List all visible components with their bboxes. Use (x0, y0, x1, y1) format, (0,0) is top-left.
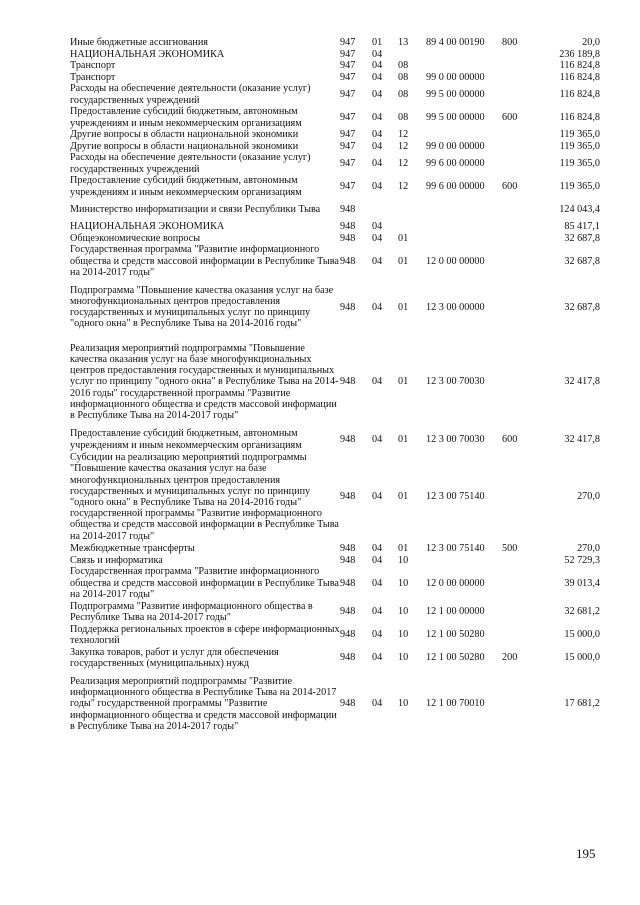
row-target-article: 99 5 00 00000 (426, 111, 485, 123)
row-section-code: 04 (372, 433, 383, 445)
row-name: Реализация мероприятий подпрограммы "Повышение качества оказания услуг на базе многофункциональных центров предоставления государственных и муниципальных услуг по принципу "одного окна" в Республике Тыва на 2014-2016 годы" государственной программы "Развитие информационного общества и средств массовой информации в Республике Тыва на 2014-2017 годы" (70, 342, 339, 421)
table-row (70, 106, 600, 129)
row-subsection-code: 12 (398, 129, 409, 141)
row-section-code: 04 (372, 255, 383, 267)
row-subsection-code: 08 (398, 71, 409, 83)
row-ministry-code: 948 (340, 433, 356, 445)
row-section-code: 04 (372, 129, 383, 141)
row-expense-type: 600 (502, 111, 518, 123)
row-ministry-code: 948 (340, 652, 356, 664)
row-target-article: 12 1 00 50280 (426, 629, 485, 641)
row-ministry-code: 948 (340, 232, 356, 244)
row-ministry-code: 948 (340, 554, 356, 566)
row-target-article: 12 1 00 50280 (426, 652, 485, 664)
row-section-code: 04 (372, 577, 383, 589)
row-ministry-code: 947 (340, 37, 356, 49)
row-amount: 32 417,8 (564, 433, 600, 445)
row-amount: 236 189,8 (559, 48, 600, 60)
row-target-article: 99 6 00 00000 (426, 157, 485, 169)
row-amount: 52 729,3 (564, 554, 600, 566)
row-amount: 32 687,8 (564, 301, 600, 313)
row-target-article: 12 3 00 70030 (426, 433, 485, 445)
row-ministry-code: 947 (340, 48, 356, 60)
row-subsection-code: 10 (398, 698, 409, 710)
row-name: Связь и информатика (70, 554, 163, 566)
row-subsection-code: 12 (398, 140, 409, 152)
row-expense-type (502, 221, 538, 233)
row-amount: 124 043,4 (559, 203, 600, 215)
row-name: Транспорт (70, 60, 116, 72)
row-ministry-code: 948 (340, 255, 356, 267)
row-target-article: 99 6 00 00000 (426, 180, 485, 192)
row-expense-type: 200 (502, 652, 518, 664)
row-expense-type (502, 198, 538, 221)
row-subsection-code: 08 (398, 111, 409, 123)
row-name: Предоставление субсидий бюджетным, автономным учреждениям и иным некоммерческим организациям (70, 106, 302, 129)
row-amount: 20,0 (582, 37, 600, 49)
row-name: Расходы на обеспечение деятельности (оказание услуг) государственных учреждений (70, 83, 311, 106)
row-section-code: 04 (372, 221, 383, 233)
row-target-article (426, 49, 502, 61)
row-ministry-code: 947 (340, 129, 356, 141)
table-row (70, 83, 600, 106)
row-name: Другие вопросы в области национальной экономики (70, 140, 299, 152)
row-name: Общеэкономические вопросы (70, 232, 201, 244)
table-row (70, 566, 600, 601)
row-name: НАЦИОНАЛЬНАЯ ЭКОНОМИКА (70, 221, 225, 233)
row-ministry-code: 947 (340, 157, 356, 169)
row-target-article (426, 221, 502, 233)
row-name: Подпрограмма "Повышение качества оказания услуг на базе многофункциональных центров предоставления государственных и муниципальных услуг по принципу "одного окна" в Республике Тыва на 2014-2016 годы" (70, 284, 334, 330)
row-subsection-code: 01 (398, 433, 409, 445)
row-expense-type (502, 83, 538, 106)
row-section-code: 04 (372, 376, 383, 388)
table-row (70, 221, 600, 233)
row-amount: 32 417,8 (564, 376, 600, 388)
table-row (70, 72, 600, 84)
row-amount: 17 681,2 (564, 698, 600, 710)
row-expense-type (502, 141, 538, 153)
row-amount: 116 824,8 (559, 71, 600, 83)
row-expense-type: 600 (502, 433, 518, 445)
row-target-article (426, 555, 502, 567)
row-name: Государственная программа "Развитие информационного общества и средств массовой информации в Республике Тыва на 2014-2017 годы" (70, 566, 339, 600)
row-section-code: 04 (372, 543, 383, 555)
row-amount: 32 687,8 (564, 232, 600, 244)
row-amount: 116 824,8 (559, 60, 600, 72)
row-name: Транспорт (70, 71, 116, 83)
page-number: 195 (576, 846, 596, 861)
row-section-code: 04 (372, 48, 383, 60)
row-expense-type (502, 129, 538, 141)
row-expense-type (502, 244, 538, 279)
row-amount: 119 365,0 (559, 180, 600, 192)
row-amount: 15 000,0 (564, 629, 600, 641)
row-target-article (426, 60, 502, 72)
row-section-code: 04 (372, 491, 383, 503)
row-amount: 85 417,1 (564, 221, 600, 233)
row-section-code: 01 (372, 37, 383, 49)
row-expense-type (502, 555, 538, 567)
row-ministry-code: 948 (340, 606, 356, 618)
row-target-article: 12 3 00 00000 (426, 301, 485, 313)
row-name: Межбюджетные трансферты (70, 543, 195, 555)
row-amount: 119 365,0 (559, 157, 600, 169)
row-target-article: 12 1 00 70010 (426, 698, 485, 710)
row-name: Подпрограмма "Развитие информационного общества в Республике Тыва на 2014-2017 годы" (70, 600, 313, 623)
row-ministry-code: 948 (340, 698, 356, 710)
row-amount: 116 824,8 (559, 111, 600, 123)
row-ministry-code: 947 (340, 111, 356, 123)
row-target-article: 12 0 00 00000 (426, 577, 485, 589)
row-expense-type: 600 (502, 180, 518, 192)
row-expense-type (502, 624, 538, 647)
row-ministry-code: 947 (340, 88, 356, 100)
row-name: Субсидии на реализацию мероприятий подпрограммы "Повышение качества оказания услуг на базе многофункциональных центров предоставления государственных и муниципальных услуг по принципу "одного окна" в Республике Тыва на 2014-2016 годы" государственной программы "Развитие информационного общества и средств массовой информации в Республике Тыва на 2014-2017 годы" (70, 452, 339, 542)
row-name: Государственная программа "Развитие информационного общества и средств массовой информации в Республике Тыва на 2014-2017 годы" (70, 244, 339, 278)
row-target-article (426, 233, 502, 245)
table-row (70, 543, 600, 555)
row-subsection-code: 12 (398, 157, 409, 169)
row-ministry-code: 948 (340, 203, 356, 215)
row-subsection-code: 08 (398, 88, 409, 100)
row-subsection-code: 10 (398, 577, 409, 589)
table-row (70, 60, 600, 72)
row-target-article: 12 3 00 70030 (426, 376, 485, 388)
row-subsection-code: 12 (398, 180, 409, 192)
row-section-code: 04 (372, 180, 383, 192)
row-expense-type (502, 601, 538, 624)
row-name: Закупка товаров, работ и услуг для обеспечения государственных (муниципальных) нужд (70, 646, 279, 669)
table-row (70, 198, 600, 221)
row-ministry-code: 947 (340, 71, 356, 83)
table-row (70, 670, 600, 739)
budget-table-container (70, 37, 600, 739)
row-ministry-code: 947 (340, 60, 356, 72)
row-section-code: 04 (372, 554, 383, 566)
row-ministry-code: 947 (340, 140, 356, 152)
row-ministry-code: 948 (340, 491, 356, 503)
row-target-article (426, 198, 502, 221)
row-ministry-code: 948 (340, 577, 356, 589)
row-subsection-code: 10 (398, 629, 409, 641)
row-expense-type (502, 336, 538, 428)
row-subsection-code: 10 (398, 606, 409, 618)
row-section-code: 04 (372, 111, 383, 123)
row-subsection-code: 08 (398, 60, 409, 72)
row-section-code: 04 (372, 606, 383, 618)
row-section-code: 04 (372, 652, 383, 664)
row-section-code: 04 (372, 698, 383, 710)
row-expense-type (502, 152, 538, 175)
row-section-code: 04 (372, 88, 383, 100)
row-target-article: 12 3 00 75140 (426, 543, 485, 555)
row-target-article: 89 4 00 00190 (426, 37, 485, 49)
row-target-article: 12 0 00 00000 (426, 255, 485, 267)
row-expense-type (502, 670, 538, 739)
row-name: Расходы на обеспечение деятельности (оказание услуг) государственных учреждений (70, 152, 311, 175)
table-row (70, 244, 600, 279)
table-row (70, 37, 600, 49)
row-amount: 32 681,2 (564, 606, 600, 618)
row-expense-type (502, 451, 538, 543)
row-subsection-code: 01 (398, 232, 409, 244)
row-subsection-code: 10 (398, 652, 409, 664)
budget-table-body (70, 37, 600, 739)
table-row (70, 624, 600, 647)
table-row (70, 555, 600, 567)
row-amount: 270,0 (577, 543, 600, 555)
row-ministry-code: 948 (340, 543, 356, 555)
row-section-code: 04 (372, 71, 383, 83)
row-target-article: 99 5 00 00000 (426, 88, 485, 100)
row-subsection-code: 01 (398, 491, 409, 503)
row-name: Другие вопросы в области национальной экономики (70, 129, 299, 141)
row-subsection-code: 01 (398, 255, 409, 267)
row-subsection-code (398, 49, 426, 61)
row-subsection-code (398, 221, 426, 233)
table-row (70, 49, 600, 61)
row-expense-type (502, 60, 538, 72)
row-ministry-code: 948 (340, 629, 356, 641)
row-amount: 116 824,8 (559, 88, 600, 100)
row-target-article: 99 0 00 00000 (426, 71, 485, 83)
table-row (70, 279, 600, 337)
row-name: Иные бюджетные ассигнования (70, 37, 208, 49)
table-row (70, 141, 600, 153)
row-amount: 119 365,0 (559, 129, 600, 141)
row-name: Реализация мероприятий подпрограммы "Развитие информационного общества в Республике Тыва на 2014-2017 годы" государственной программы "Развитие информационного общества и средств массовой информации в Республике Тыва на 2014-2017 годы" (70, 675, 337, 732)
row-section-code: 04 (372, 232, 383, 244)
row-section-code: 04 (372, 157, 383, 169)
row-expense-type (502, 279, 538, 337)
table-row (70, 601, 600, 624)
table-row (70, 647, 600, 670)
row-expense-type (502, 566, 538, 601)
row-section-code: 04 (372, 629, 383, 641)
table-row (70, 336, 600, 428)
row-expense-type (502, 72, 538, 84)
row-amount: 15 000,0 (564, 652, 600, 664)
row-subsection-code: 13 (398, 37, 409, 49)
row-target-article: 99 0 00 00000 (426, 140, 485, 152)
row-subsection-code: 10 (398, 554, 409, 566)
row-name: Предоставление субсидий бюджетным, автономным учреждениям и иным некоммерческим организациям (70, 428, 302, 451)
table-row (70, 152, 600, 175)
budget-table (70, 37, 600, 739)
row-amount: 32 687,8 (564, 255, 600, 267)
row-ministry-code: 948 (340, 301, 356, 313)
row-expense-type: 800 (502, 37, 518, 49)
table-row (70, 233, 600, 245)
row-name: Предоставление субсидий бюджетным, автономным учреждениям и иным некоммерческим организациям (70, 175, 302, 198)
row-amount: 270,0 (577, 491, 600, 503)
row-name: Министерство информатизации и связи Республики Тыва (70, 203, 321, 215)
row-subsection-code: 01 (398, 301, 409, 313)
row-section-code: 04 (372, 60, 383, 72)
row-target-article: 12 3 00 75140 (426, 491, 485, 503)
row-subsection-code: 01 (398, 543, 409, 555)
table-row (70, 428, 600, 451)
row-expense-type (502, 233, 538, 245)
row-ministry-code: 948 (340, 376, 356, 388)
row-amount: 39 013,4 (564, 577, 600, 589)
row-section-code: 04 (372, 301, 383, 313)
row-amount: 119 365,0 (559, 140, 600, 152)
row-name: НАЦИОНАЛЬНАЯ ЭКОНОМИКА (70, 48, 225, 60)
row-target-article: 12 1 00 00000 (426, 606, 485, 618)
row-ministry-code: 948 (340, 221, 356, 233)
row-expense-type (502, 49, 538, 61)
row-ministry-code: 947 (340, 180, 356, 192)
row-section-code (372, 198, 398, 221)
table-row (70, 451, 600, 543)
row-expense-type: 500 (502, 543, 518, 555)
row-subsection-code (398, 198, 426, 221)
row-section-code: 04 (372, 140, 383, 152)
table-row (70, 175, 600, 198)
table-row (70, 129, 600, 141)
row-target-article (426, 129, 502, 141)
row-name: Поддержка региональных проектов в сфере информационных технологий (70, 623, 340, 646)
row-subsection-code: 01 (398, 376, 409, 388)
